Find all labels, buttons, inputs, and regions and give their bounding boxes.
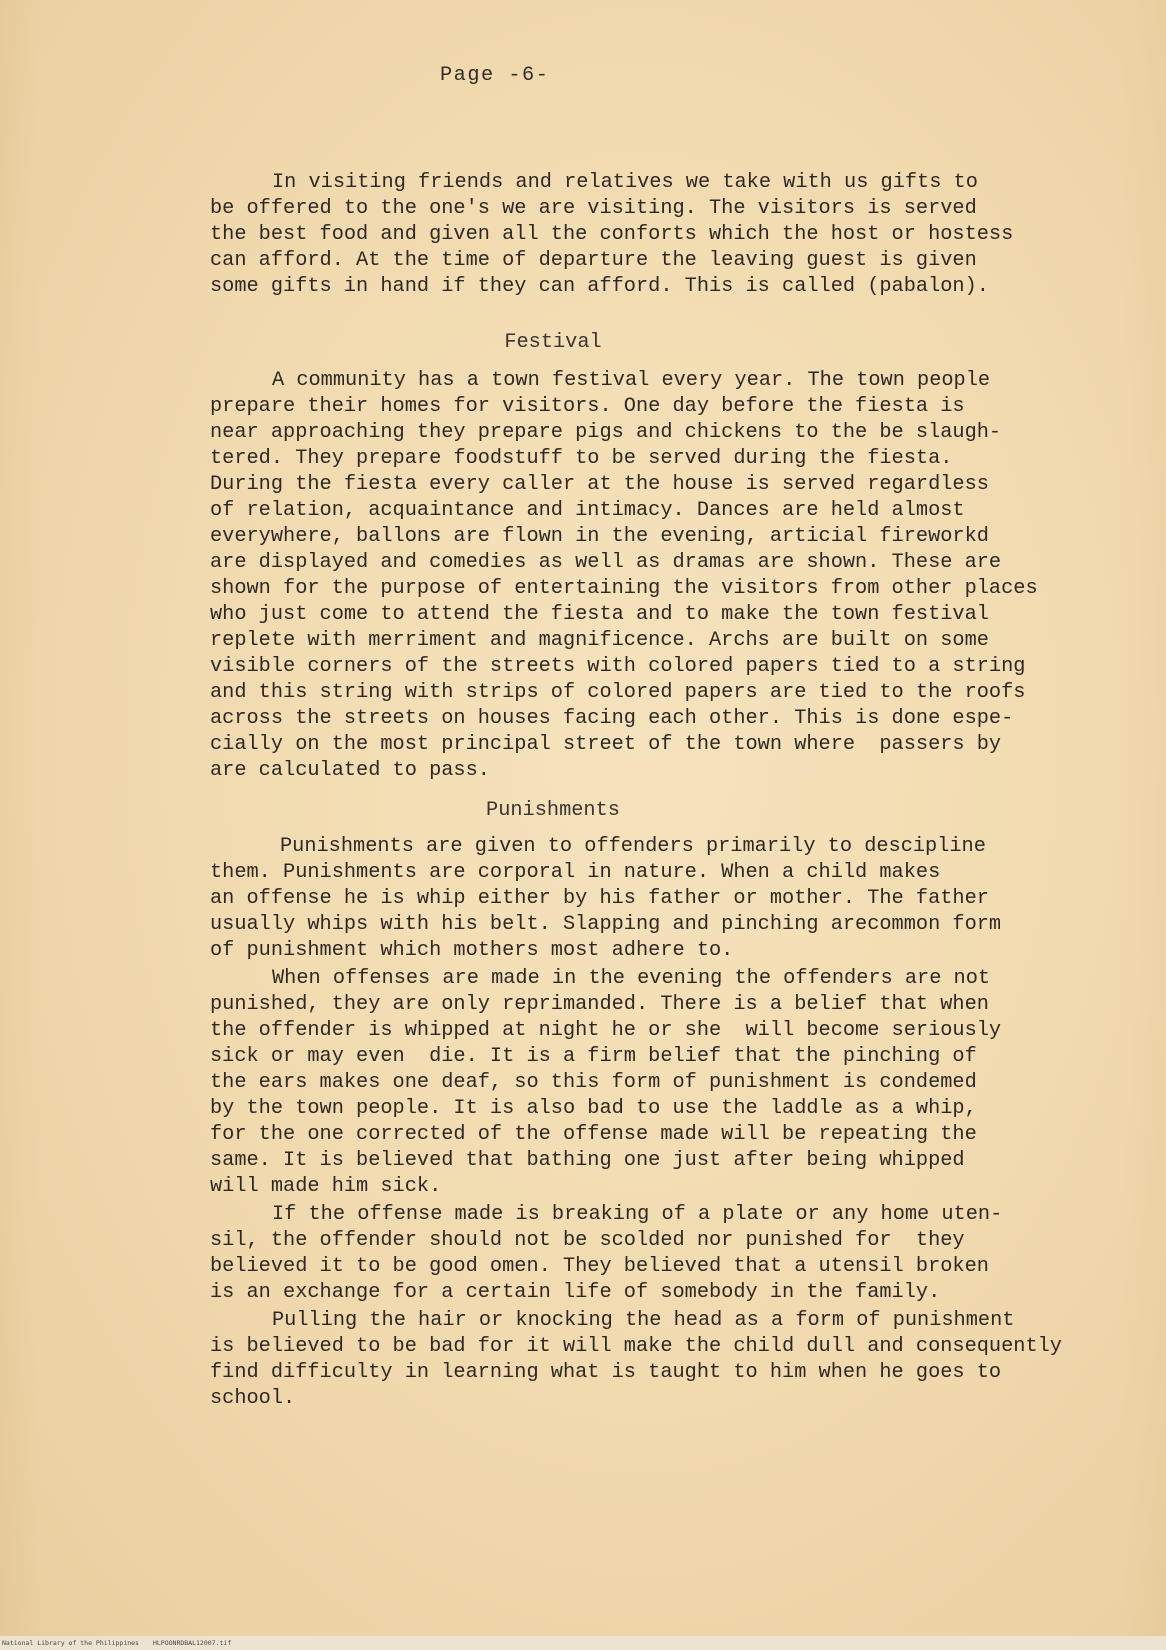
text-line: punished, they are only reprimanded. There is a belief that when xyxy=(210,993,989,1016)
festival-section-body xyxy=(210,368,1110,786)
text-line: replete with merriment and magnificence. Archs are built on some xyxy=(210,629,989,652)
text-line: prepare their homes for visitors. One day before the fiesta is xyxy=(210,395,965,418)
text-line: for the one corrected of the offense made will be repeating the xyxy=(210,1123,977,1146)
text-line: the best food and given all the conforts which the host or hostess xyxy=(210,223,1014,246)
text-line: near approaching they prepare pigs and chickens to the be slaugh- xyxy=(210,421,1002,444)
footer-filename: HLPOONRDBAL12007.tif xyxy=(152,1639,232,1647)
text-line: shown for the purpose of entertaining the visitors from other places xyxy=(210,577,1038,600)
text-line: When offenses are made in the evening the offenders are not xyxy=(272,967,991,990)
text-line: In visiting friends and relatives we take with us gifts to xyxy=(272,171,978,194)
text-line: of punishment which mothers most adhere to. xyxy=(210,939,734,962)
text-line: tered. They prepare foodstuff to be served during the fiesta. xyxy=(210,447,953,470)
text-line: Pulling the hair or knocking the head as a form of punishment xyxy=(272,1309,1015,1332)
text-line: cially on the most principal street of the town where passers by xyxy=(210,733,1002,756)
text-line: school. xyxy=(210,1387,296,1410)
text-line: be offered to the one's we are visiting. The visitors is served xyxy=(210,197,977,220)
text-line: visible corners of the streets with colored papers tied to a string xyxy=(210,655,1026,678)
paragraph xyxy=(210,966,1110,1200)
text-line: same. It is believed that bathing one just after being whipped xyxy=(210,1149,965,1172)
text-line: can afford. At the time of departure the leaving guest is given xyxy=(210,249,977,272)
text-line: Punishments are given to offenders primarily to descipline xyxy=(280,835,986,858)
paragraph xyxy=(210,1308,1110,1412)
text-line: by the town people. It is also bad to use the laddle as a whip, xyxy=(210,1097,977,1120)
footer-library: National Library of the Philippines xyxy=(2,1639,139,1647)
text-line: If the offense made is breaking of a plate or any home uten- xyxy=(272,1203,1003,1226)
text-line: across the streets on houses facing each other. This is done espe- xyxy=(210,707,1014,730)
text-line: who just come to attend the fiesta and to make the town festival xyxy=(210,603,989,626)
text-line: the ears makes one deaf, so this form of punishment is condemed xyxy=(210,1071,977,1094)
text-line: and this string with strips of colored papers are tied to the roofs xyxy=(210,681,1026,704)
text-line: an offense he is whip either by his father or mother. The father xyxy=(210,887,989,910)
scan-footer xyxy=(0,1636,1166,1650)
text-line: the offender is whipped at night he or she will become seriously xyxy=(210,1019,1002,1042)
punishments-section-body xyxy=(210,834,1110,1414)
text-line: usually whips with his belt. Slapping and pinching arecommon form xyxy=(210,913,1002,936)
paragraph xyxy=(210,1202,1110,1306)
text-line: During the fiesta every caller at the house is served regardless xyxy=(210,473,989,496)
page-number: Page -6- xyxy=(440,64,550,87)
paragraph xyxy=(210,834,1110,964)
text-line: sil, the offender should not be scolded nor punished for they xyxy=(210,1229,965,1252)
text-line: will made him sick. xyxy=(210,1175,442,1198)
text-line: A community has a town festival every year. The town people xyxy=(272,369,991,392)
text-line: find difficulty in learning what is taught to him when he goes to xyxy=(210,1361,1002,1384)
text-line: are displayed and comedies as well as dramas are shown. These are xyxy=(210,551,1002,574)
text-line: believed it to be good omen. They believed that a utensil broken xyxy=(210,1255,989,1278)
text-line: is an exchange for a certain life of somebody in the family. xyxy=(210,1281,941,1304)
text-line: are calculated to pass. xyxy=(210,759,490,782)
text-line: is believed to be bad for it will make the child dull and consequently xyxy=(210,1335,1062,1358)
paragraph xyxy=(210,368,1110,784)
text-line: them. Punishments are corporal in nature. When a child makes xyxy=(210,861,941,884)
section-heading-punishments: Punishments xyxy=(486,799,620,822)
section-heading-festival: Festival xyxy=(504,331,602,354)
text-line: everywhere, ballons are flown in the evening, articial fireworkd xyxy=(210,525,989,548)
intro-section xyxy=(210,170,1110,302)
text-line: sick or may even die. It is a firm belief that the pinching of xyxy=(210,1045,977,1068)
text-line: of relation, acquaintance and intimacy. Dances are held almost xyxy=(210,499,965,522)
paragraph xyxy=(210,170,1110,300)
text-line: some gifts in hand if they can afford. This is called (pabalon). xyxy=(210,275,989,298)
